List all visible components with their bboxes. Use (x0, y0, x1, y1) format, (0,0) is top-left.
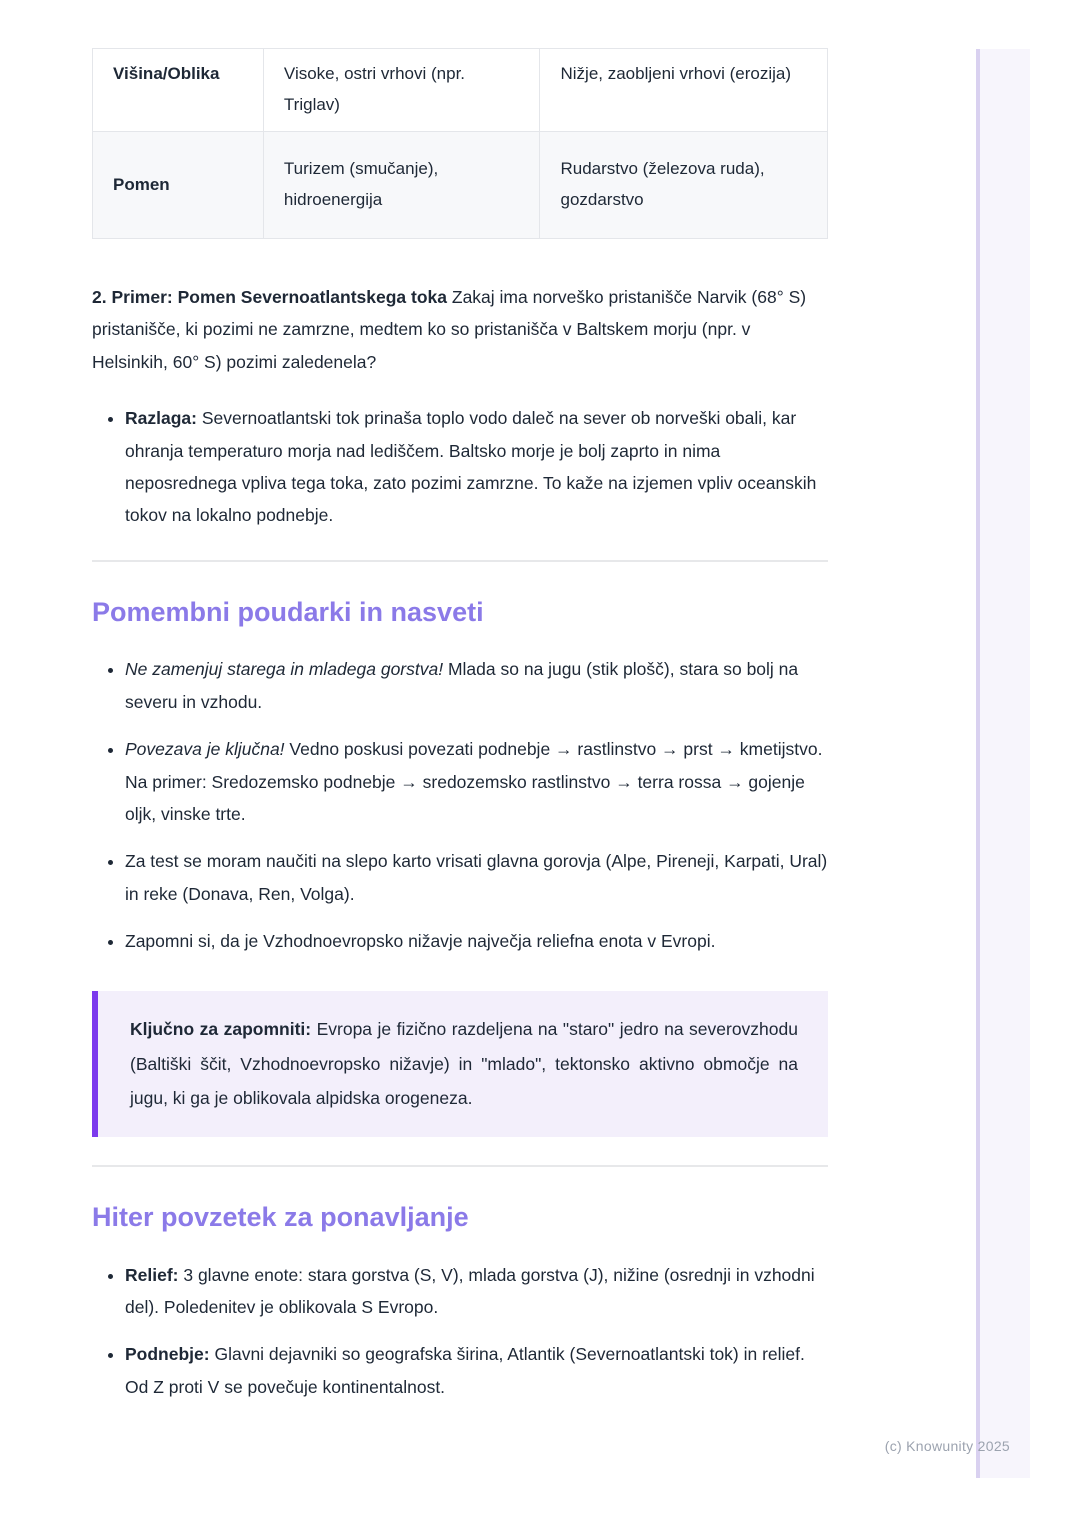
example-lead: 2. Primer: Pomen Severnoatlantskega toka (92, 287, 447, 307)
bullet-item (125, 1259, 828, 1324)
callout-text: Evropa je fizično razdeljena na "staro" jedro na severovzhodu (Baltiški ščit, Vzhodnoevropsko nižavje) in "mlado", tektonsko aktivno območje na jugu, ki ga je oblikovala alpidska orogeneza. (130, 1019, 798, 1109)
bullet-text: Glavni dejavniki so geografska širina, Atlantik (Severnoatlantski tok) in relief. Od Z proti V se povečuje kontinentalnost. (125, 1344, 805, 1397)
right-edge-strip (976, 49, 1030, 1478)
divider (92, 1165, 828, 1167)
bullet-item (125, 402, 828, 532)
copyright-watermark: (c) Knowunity 2025 (884, 1438, 1010, 1454)
callout-paragraph (130, 1012, 798, 1115)
comparison-table (92, 48, 828, 239)
row-label-cell: Pomen (93, 132, 264, 239)
bullet-text: Vedno poskusi povezati podnebje → rastlinstvo → prst → kmetijstvo. Na primer: Sredozemsko podnebje → sredozemsko rastlinstvo → terra rossa → gojenje oljk, vinske trte. (125, 739, 823, 824)
callout-lead: Ključno za zapomniti: (130, 1019, 312, 1040)
explanation-list (92, 402, 828, 532)
summary-list (92, 1259, 828, 1404)
bullet-lead: Razlaga: (125, 408, 197, 429)
section-heading-summary: Hiter povzetek za ponavljanje (92, 1201, 469, 1232)
bullet-text: Zapomni si, da je Vzhodnoevropsko nižavje največja reliefna enota v Evropi. (125, 931, 716, 951)
row-label-cell: Višina/Oblika (93, 49, 264, 132)
bullet-text: Severnoatlantski tok prinaša toplo vodo daleč na sever ob norveški obali, kar ohranja temperaturo morja nad lediščem. Baltsko morje je bolj zaprto in nima neposrednega vpliva tega toka, zato pozimi zamrzne. To kaže na izjemen vpliv oceanskih tokov na lokalno podnebje. (125, 408, 817, 526)
bullet-lead: Relief: (125, 1264, 179, 1285)
bullet-text: 3 glavne enote: stara gorstva (S, V), mlada gorstva (J), nižine (osrednji in vzhodni del). Poledenitev je oblikovala S Evropo. (125, 1264, 815, 1317)
section-heading-highlights: Pomembni poudarki in nasveti (92, 596, 484, 627)
table-cell: Rudarstvo (železova ruda), gozdarstvo (540, 132, 828, 239)
content-column (92, 0, 828, 1403)
bullet-item (125, 1338, 828, 1403)
table-row (93, 49, 828, 132)
bullet-item (125, 845, 828, 910)
bullet-item (125, 653, 828, 718)
bullet-lead: Ne zamenjuj starega in mladega gorstva! (125, 659, 444, 680)
bullet-item (125, 733, 828, 830)
example-paragraph (92, 281, 828, 378)
bullet-text: Mlada so na jugu (stik plošč), stara so bolj na severu in vzhodu. (125, 659, 799, 712)
example-text: Zakaj ima norveško pristanišče Narvik (68° S) pristanišče, ki pozimi ne zamrzne, medtem ko so pristanišča v Baltskem morju (npr. v Helsinkih, 60° S) pozimi zaledenela? (92, 287, 807, 372)
divider (92, 560, 828, 562)
highlights-list (92, 653, 828, 957)
table-cell: Visoke, ostri vrhovi (npr. Triglav) (263, 49, 540, 132)
bullet-lead: Povezava je ključna! (125, 739, 285, 760)
bullet-text: Za test se moram naučiti na slepo karto vrisati glavna gorovja (Alpe, Pireneji, Karpati, Ural) in reke (Donava, Ren, Volga). (125, 851, 828, 904)
table-row (93, 132, 828, 239)
table-cell: Nižje, zaobljeni vrhovi (erozija) (540, 49, 828, 132)
key-takeaway-callout (92, 991, 828, 1136)
bullet-item (125, 925, 828, 957)
table-cell: Turizem (smučanje), hidroenergija (263, 132, 540, 239)
bullet-lead: Podnebje: (125, 1344, 210, 1365)
